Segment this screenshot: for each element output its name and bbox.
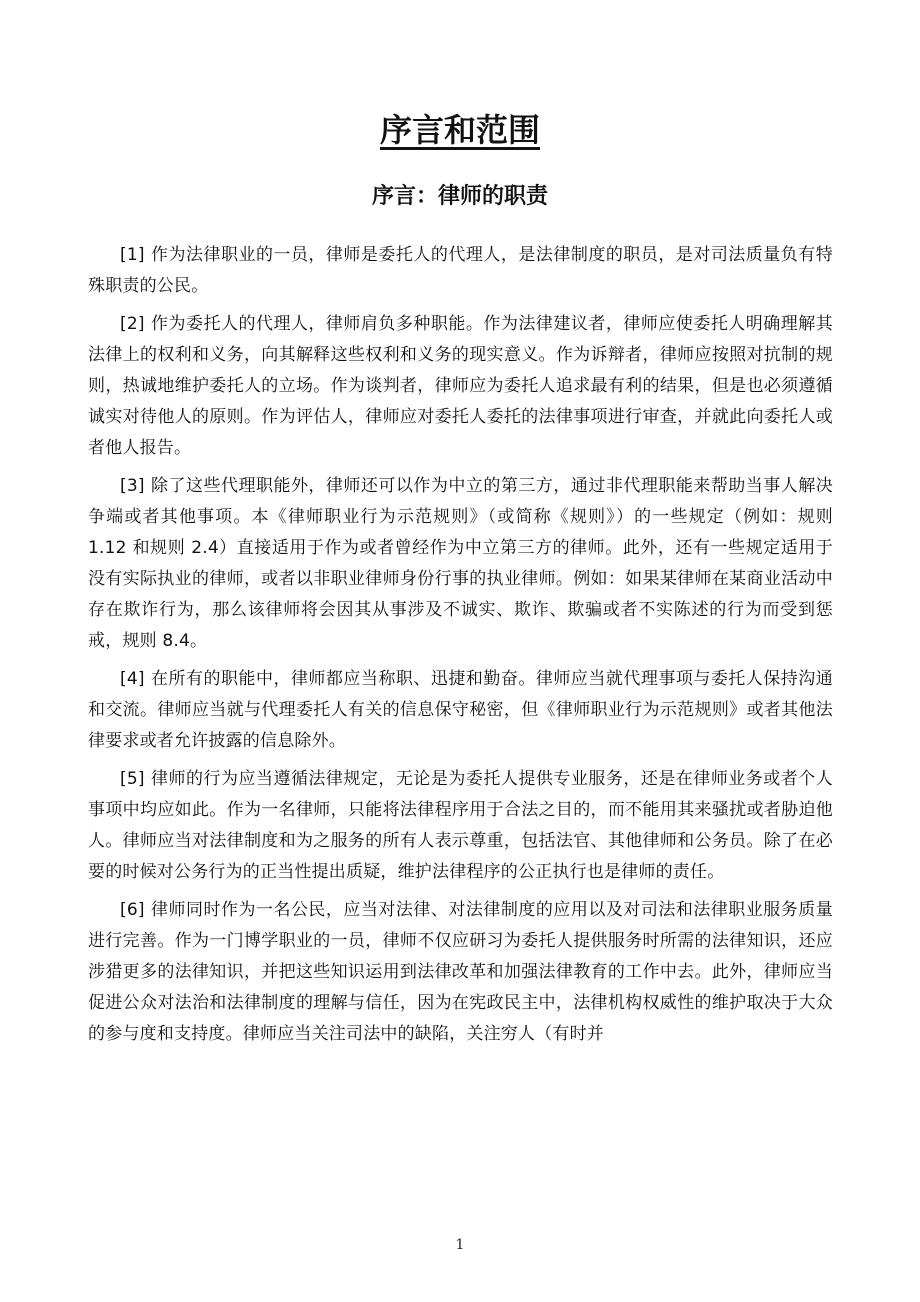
paragraph-2 (88, 309, 833, 464)
section-subtitle: 序言：律师的职责 (371, 184, 548, 209)
paragraph-number: [1] (120, 245, 145, 265)
paragraph-number: [6] (120, 900, 145, 920)
paragraph-text: 在所有的职能中，律师都应当称职、迅捷和勤奋。律师应当就代理事项与委托人保持沟通和交流。律师应当就与代理委托人有关的信息保守秘密，但《律师职业行为示范规则》或者其他法律要求或者允许披露的信息除外。 (88, 669, 833, 751)
paragraph-1 (88, 240, 833, 302)
paragraph-number: [4] (120, 669, 145, 689)
paragraph-4 (88, 664, 833, 757)
page-number: 1 (455, 1237, 465, 1253)
paragraph-text: 除了这些代理职能外，律师还可以作为中立的第三方，通过非代理职能来帮助当事人解决争端或者其他事项。本《律师职业行为示范规则》（或简称《规则》）的一些规定（例如：规则 1.12 和规则 2.4）直接适用于作为或者曾经作为中立第三方的律师。此外，还有一些规定适用于没有实际执业的律师，或者以非职业律师身份行事的执业律师。例如：如果某律师在某商业活动中存在欺诈行为，那么该律师将会因其从事涉及不诚实、欺诈、欺骗或者不实陈述的行为而受到惩戒，规则 8.4。 (88, 476, 833, 651)
paragraph-5 (88, 764, 833, 888)
paragraph-number: [5] (120, 769, 145, 789)
paragraph-number: [2] (120, 314, 145, 334)
paragraph-6 (88, 895, 833, 1050)
document-body (88, 240, 833, 1057)
document-title: 序言和范围 (379, 111, 540, 149)
paragraph-text: 律师同时作为一名公民，应当对法律、对法律制度的应用以及对司法和法律职业服务质量进行完善。作为一门博学职业的一员，律师不仅应研习为委托人提供服务时所需的法律知识，还应涉猎更多的法律知识，并把这些知识运用到法律改革和加强法律教育的工作中去。此外，律师应当促进公众对法治和法律制度的理解与信任，因为在宪政民主中，法律机构权威性的维护取决于大众的参与度和支持度。律师应当关注司法中的缺陷，关注穷人（有时并 (88, 900, 833, 1044)
paragraph-text: 律师的行为应当遵循法律规定，无论是为委托人提供专业服务，还是在律师业务或者个人事项中均应如此。作为一名律师，只能将法律程序用于合法之目的，而不能用其来骚扰或者胁迫他人。律师应当对法律制度和为之服务的所有人表示尊重，包括法官、其他律师和公务员。除了在必要的时候对公务行为的正当性提出质疑，维护法律程序的公正执行也是律师的责任。 (88, 769, 833, 882)
paragraph-3 (88, 471, 833, 657)
paragraph-number: [3] (120, 476, 145, 496)
paragraph-text: 作为委托人的代理人，律师肩负多种职能。作为法律建议者，律师应使委托人明确理解其法律上的权利和义务，向其解释这些权利和义务的现实意义。作为诉辩者，律师应按照对抗制的规则，热诚地维护委托人的立场。作为谈判者，律师应为委托人追求最有利的结果，但是也必须遵循诚实对待他人的原则。作为评估人，律师应对委托人委托的法律事项进行审查，并就此向委托人或者他人报告。 (88, 314, 833, 458)
paragraph-text: 作为法律职业的一员，律师是委托人的代理人，是法律制度的职员，是对司法质量负有特殊职责的公民。 (88, 245, 833, 296)
